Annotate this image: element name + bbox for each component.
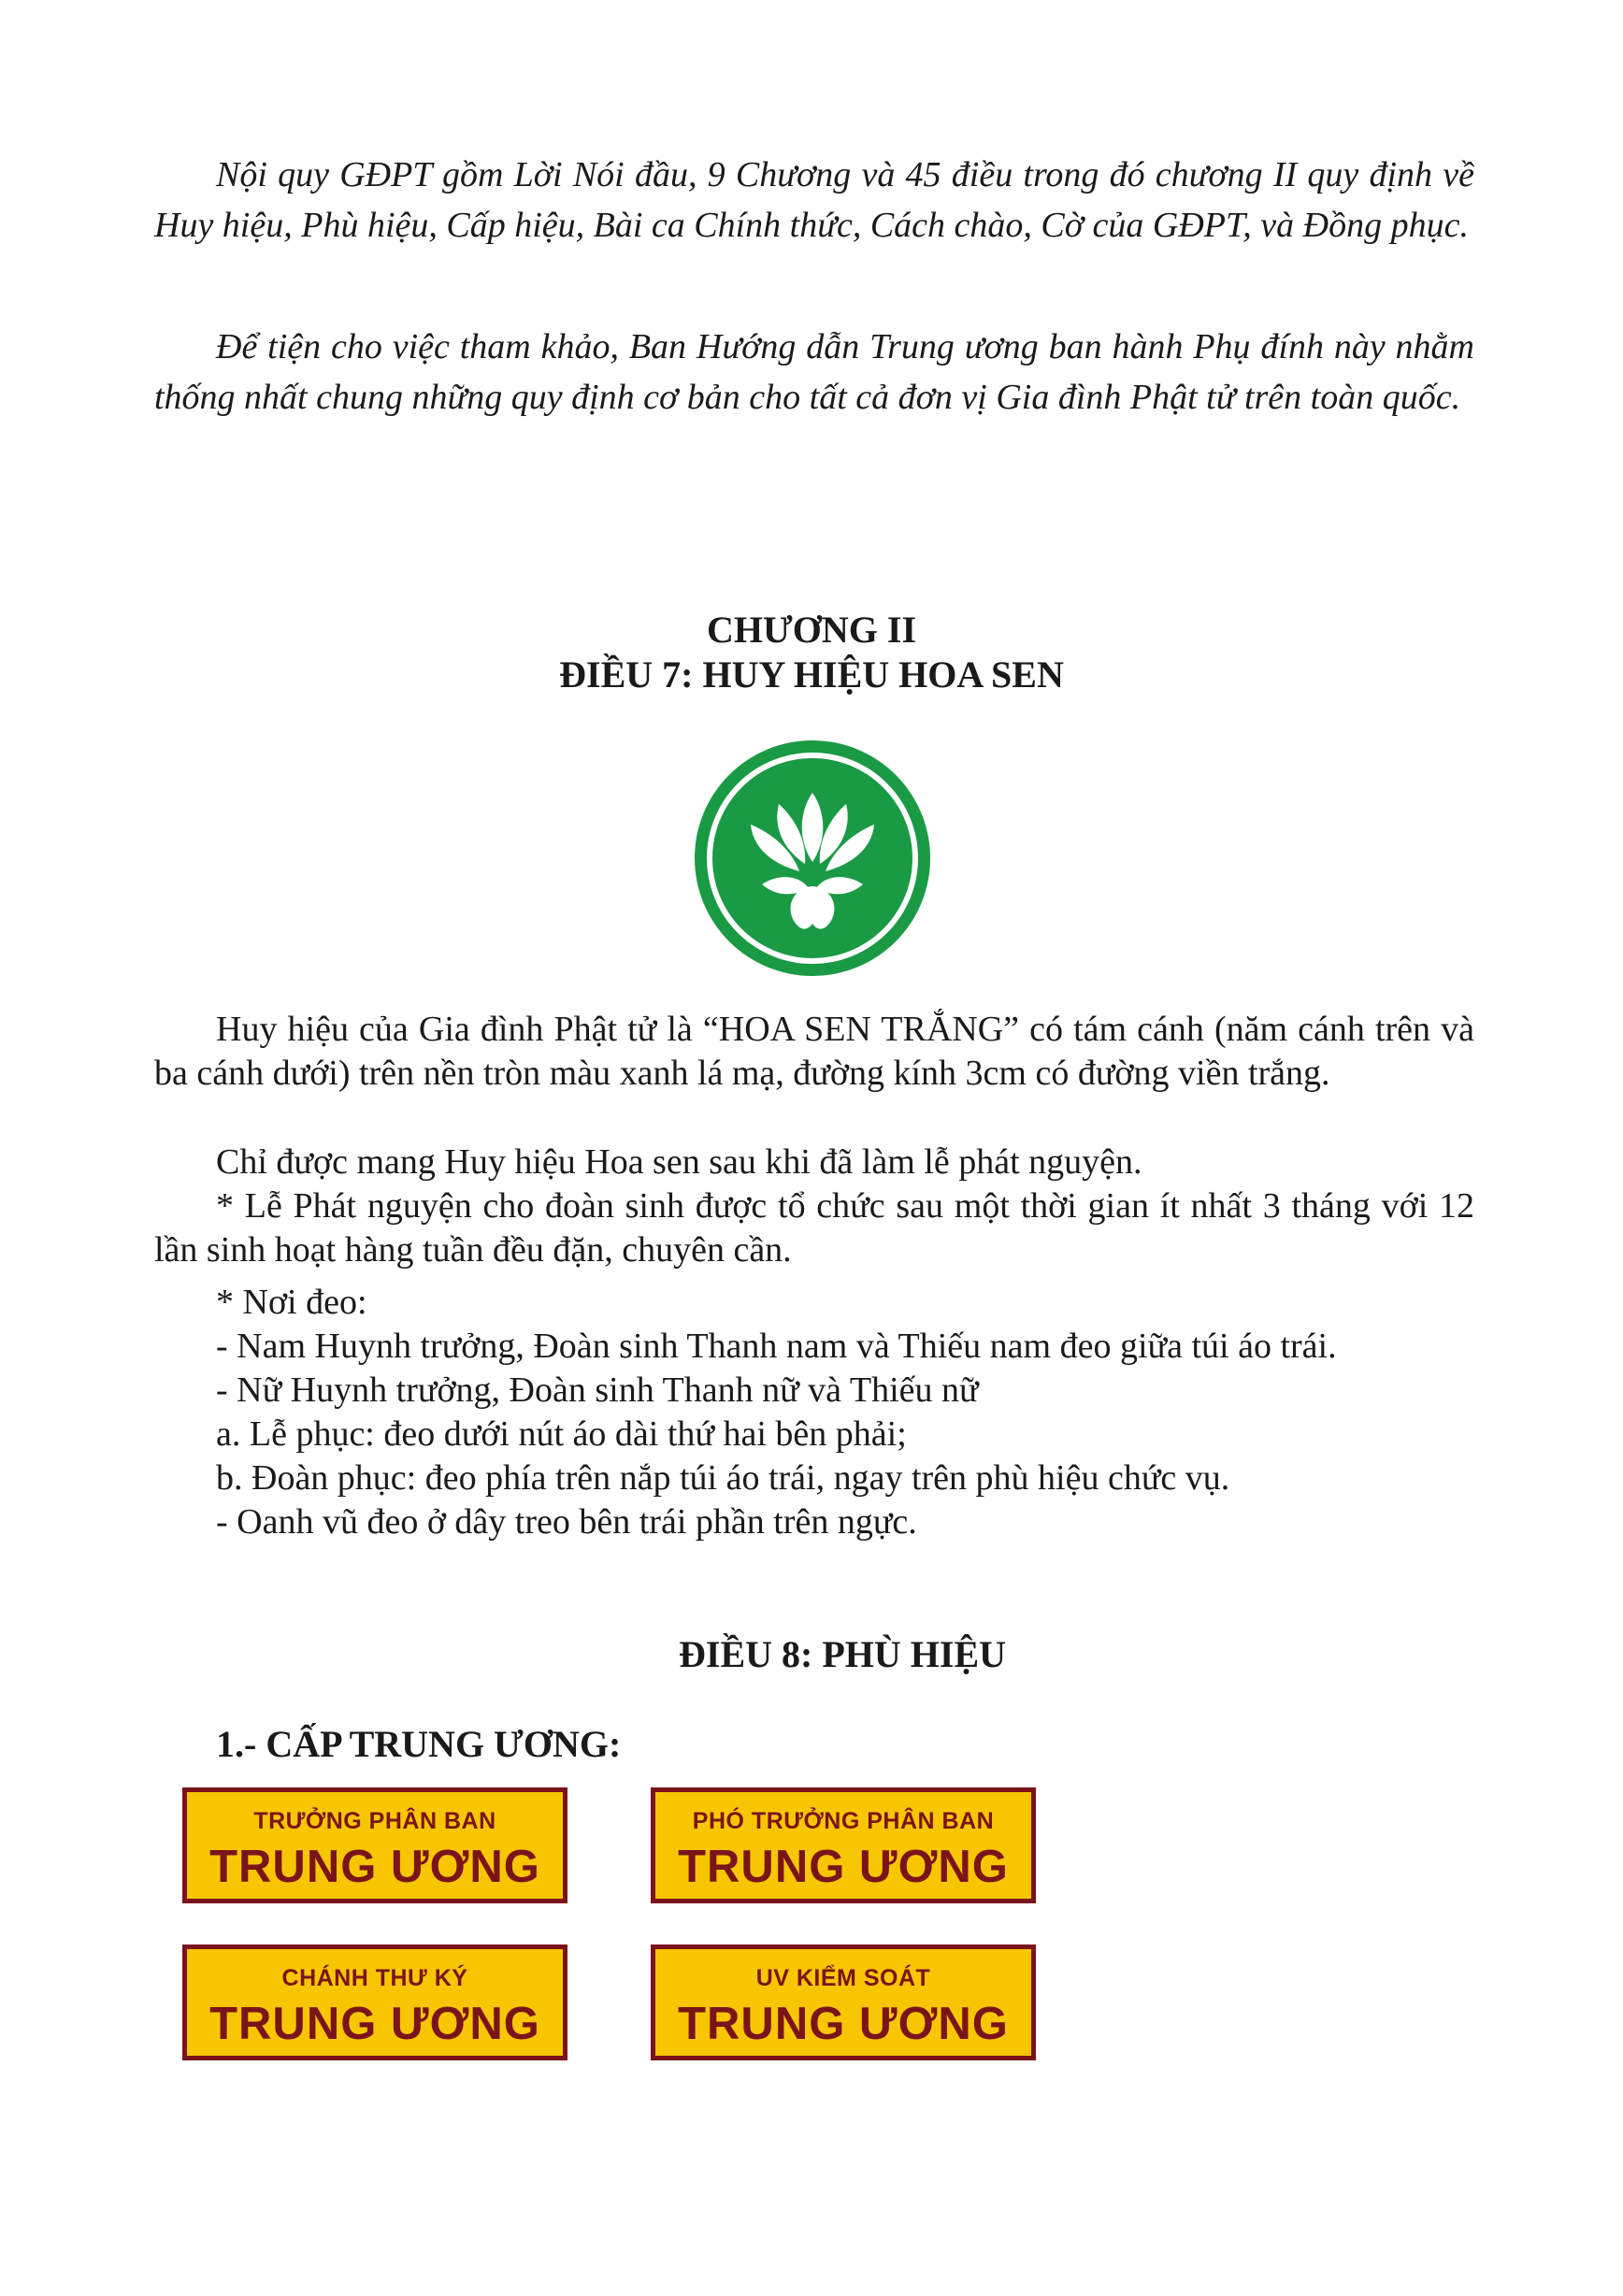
- article-7-only-after: Chỉ được mang Huy hiệu Hoa sen sau khi đã làm lễ phát nguyện.: [216, 1142, 1142, 1182]
- where-item: - Nữ Huynh trưởng, Đoàn sinh Thanh nữ và Thiếu nữ: [216, 1370, 979, 1410]
- lotus-emblem-icon: [693, 739, 932, 978]
- badge-role: PHÓ TRƯỞNG PHÂN BAN: [692, 1808, 995, 1834]
- where-to-wear-title: * Nơi đeo:: [216, 1283, 367, 1322]
- article-7-rite: * Lễ Phát nguyện cho đoàn sinh được tổ chức sau một thời gian ít nhất 3 tháng với 12 lần sinh hoạt hàng tuần đều đặn, chuyên cần.: [154, 1186, 1474, 1270]
- central-level-label: 1.- CẤP TRUNG ƯƠNG: [216, 1723, 609, 1765]
- where-item: a. Lễ phục: đeo dưới nút áo dài thứ hai bên phải;: [216, 1414, 907, 1454]
- where-item: b. Đoàn phục: đeo phía trên nắp túi áo trái, ngay trên phù hiệu chức vụ.: [216, 1458, 1230, 1498]
- intro-paragraph-1: Nội quy GĐPT gồm Lời Nói đầu, 9 Chương và 45 điều trong đó chương II quy định về Huy hiệu, Phù hiệu, Cấp hiệu, Bài ca Chính thức, Cách chào, Cờ của GĐPT, và Đồng phục.: [154, 155, 1474, 245]
- badge-level: TRUNG ƯƠNG: [678, 1999, 1009, 2049]
- article-7-title: ĐIỀU 7: HUY HIỆU HOA SEN: [559, 653, 1064, 696]
- badge-role: TRƯỞNG PHÂN BAN: [253, 1808, 496, 1834]
- badge-role: CHÁNH THƯ KÝ: [281, 1965, 468, 1991]
- badge-role: UV KIỂM SOÁT: [755, 1965, 931, 1991]
- article-8-title: ĐIỀU 8: PHÙ HIỆU: [679, 1633, 1007, 1675]
- badge-truong-phan-ban: [182, 1787, 567, 1903]
- badge-uv-kiem-soat: [651, 1944, 1036, 2060]
- badge-pho-truong-phan-ban: [651, 1787, 1036, 1903]
- central-level-title: [216, 1722, 621, 1767]
- badge-level: TRUNG ƯƠNG: [209, 1842, 540, 1892]
- central-level-colon: :: [609, 1723, 622, 1765]
- badge-chanh-thu-ky: [182, 1944, 567, 2060]
- where-item: - Oanh vũ đeo ở dây treo bên trái phần trên ngực.: [216, 1502, 917, 1542]
- badge-level: TRUNG ƯƠNG: [678, 1842, 1009, 1892]
- badge-level: TRUNG ƯƠNG: [209, 1999, 540, 2049]
- intro-paragraph-2: Để tiện cho việc tham khảo, Ban Hướng dẫn Trung ương ban hành Phụ đính này nhằm thống nhất chung những quy định cơ bản cho tất cả đơn vị Gia đình Phật tử trên toàn quốc.: [154, 327, 1474, 417]
- chapter-title: CHƯƠNG II: [706, 609, 917, 651]
- article-7-description: Huy hiệu của Gia đình Phật tử là “HOA SEN TRẮNG” có tám cánh (năm cánh trên và ba cánh dưới) trên nền tròn màu xanh lá mạ, đường kính 3cm có đường viền trắng.: [154, 1010, 1474, 1093]
- where-item: - Nam Huynh trưởng, Đoàn sinh Thanh nam và Thiếu nam đeo giữa túi áo trái.: [216, 1327, 1337, 1366]
